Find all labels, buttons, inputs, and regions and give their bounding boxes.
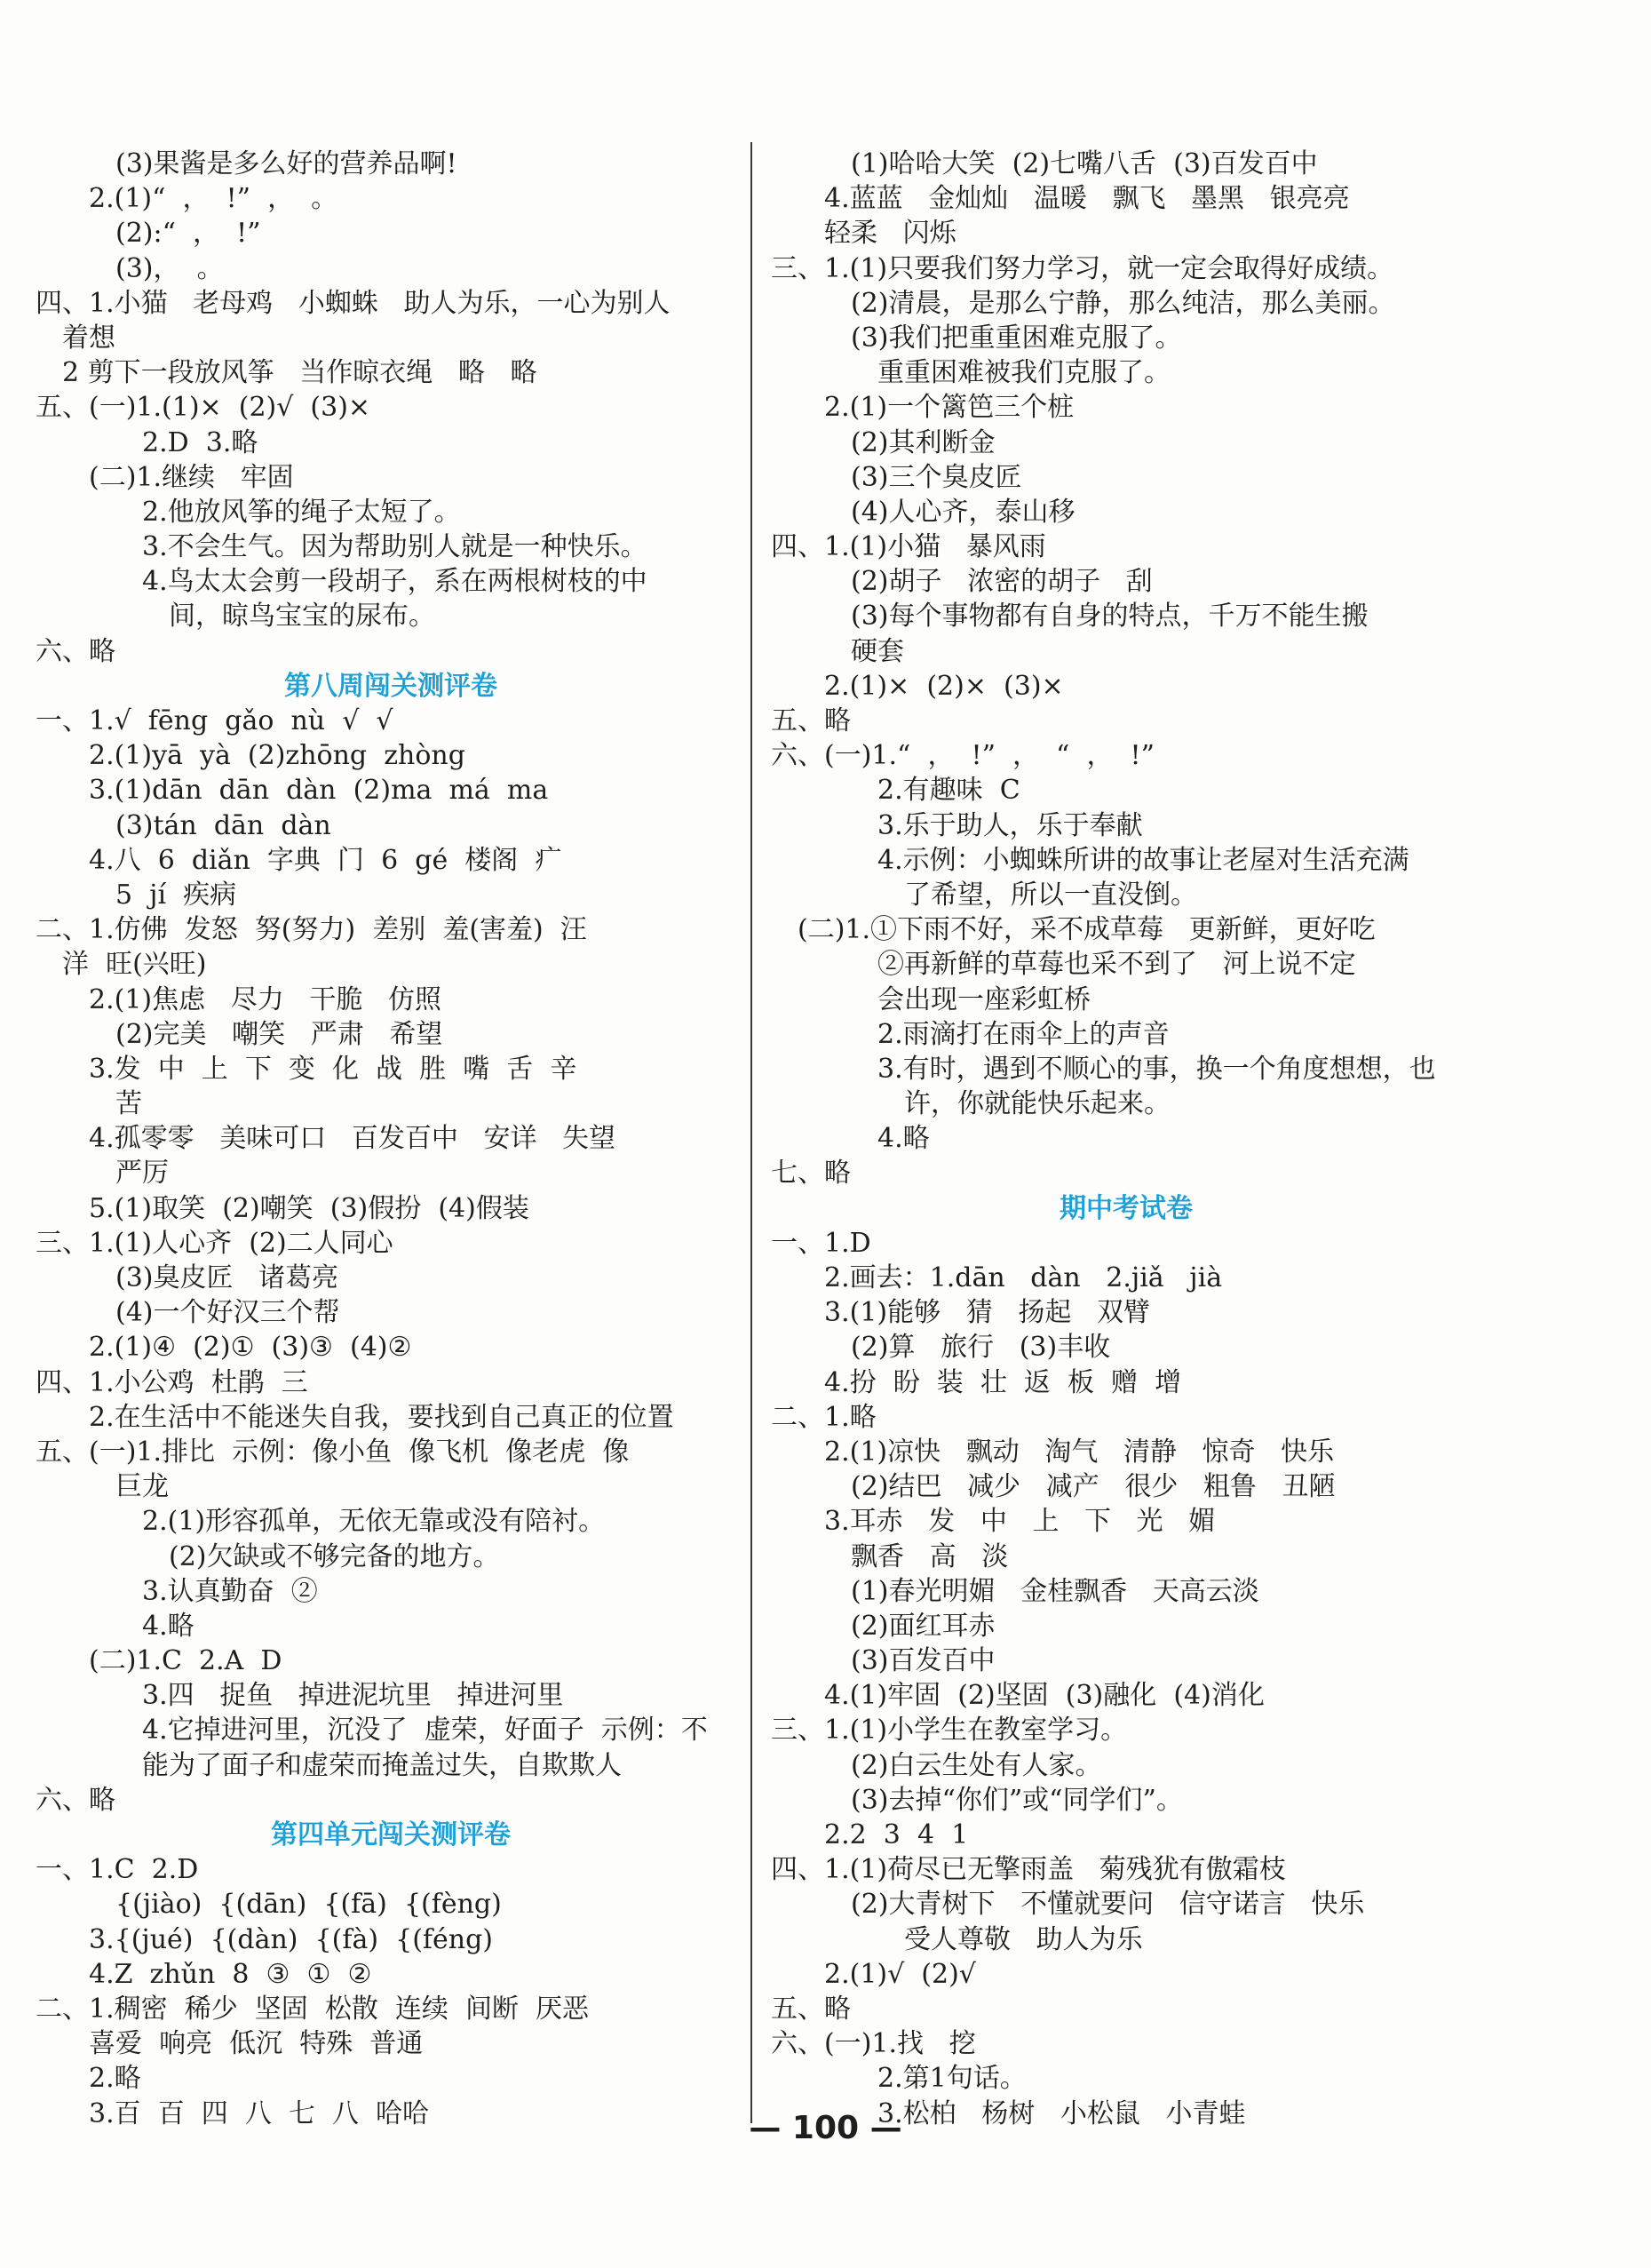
answer-line: 2.(1)④ (2)① (3)③ (4)② (89, 1332, 412, 1364)
answer-line: 2.在生活中不能迷失自我，要找到自己真正的位置 (89, 1401, 674, 1433)
left-answer-column (36, 147, 746, 2131)
column-divider (750, 142, 752, 2123)
answer-line: 巨龙 (115, 1471, 169, 1503)
answer-line: 4.扮 盼 装 壮 返 板 赠 增 (824, 1366, 1182, 1398)
answer-line: 能为了面子和虚荣而掩盖过失，自欺欺人 (142, 1749, 622, 1781)
answer-line: (3)每个事物都有自身的特点，千万不能生搬 (851, 601, 1369, 633)
answer-line: 四、1.(1)小猫 暴风雨 (771, 531, 1046, 563)
answer-line: 苦 (115, 1088, 142, 1120)
answer-line: 一、1.C 2.D (36, 1854, 199, 1886)
answer-line: 四、1.小公鸡 杜鹃 三 (36, 1366, 308, 1398)
answer-line: 3.发 中 上 下 变 化 战 胜 嘴 舌 辛 (89, 1053, 577, 1085)
answer-line: (2)完美 嘲笑 严肃 希望 (115, 1018, 443, 1050)
answer-line: 严厉 (115, 1158, 169, 1190)
answer-line: 间，晾鸟宝宝的尿布。 (169, 601, 435, 633)
answer-line: 3.百 百 四 八 七 八 哈哈 (89, 2097, 430, 2129)
answer-line: 2.D 3.略 (142, 426, 258, 458)
answer-line: 2.略 (89, 2063, 141, 2095)
answer-line: (3)， 。 (115, 252, 224, 284)
answer-line: (4)一个好汉三个帮 (115, 1297, 340, 1329)
answer-line: 三、1.(1)人心齐 (2)二人同心 (36, 1227, 393, 1259)
section-heading: 第八周闯关测评卷 (284, 670, 497, 702)
answer-line: (2)结巴 减少 减产 很少 粗鲁 丑陋 (851, 1471, 1336, 1503)
answer-line: 3.耳赤 发 中 上 下 光 媚 (824, 1506, 1216, 1538)
answer-line: (1)春光明媚 金桂飘香 天高云淡 (851, 1575, 1259, 1607)
answer-line: 4.鸟太太会剪一段胡子，系在两根树枝的中 (142, 566, 647, 598)
answer-line: (2)面红耳赤 (851, 1610, 996, 1642)
answer-line: 着想 (62, 322, 115, 354)
answer-line: 重重困难被我们克服了。 (877, 357, 1171, 389)
answer-line: (2)大青树下 不懂就要问 信守诺言 快乐 (851, 1889, 1365, 1921)
answer-line: 七、略 (771, 1158, 851, 1190)
answer-line: 喜爱 响亮 低沉 特殊 普通 (89, 2028, 424, 2060)
answer-line: 4.略 (877, 1123, 930, 1155)
answer-line: 5.(1)取笑 (2)嘲笑 (3)假扮 (4)假装 (89, 1192, 529, 1224)
answer-line: (2)清晨，是那么宁静，那么纯洁，那么美丽。 (851, 287, 1395, 319)
answer-line: 4.略 (142, 1610, 194, 1642)
answer-line: (3)三个臭皮匠 (851, 461, 1022, 493)
answer-line: 五、略 (771, 1993, 851, 2025)
answer-line: 3.四 捉鱼 掉进泥坑里 掉进河里 (142, 1680, 564, 1712)
answer-line: 四、1.小猫 老母鸡 小蜘蛛 助人为乐，一心为别人 (36, 287, 671, 319)
answer-line: 许，你就能快乐起来。 (904, 1088, 1171, 1120)
answer-line: 硬套 (851, 635, 904, 667)
answer-line: 会出现一座彩虹桥 (877, 983, 1091, 1015)
answer-line: (3)果酱是多么好的营养品啊! (115, 148, 457, 179)
answer-line: (2)胡子 浓密的胡子 刮 (851, 566, 1153, 598)
answer-line: 二、1.稠密 稀少 坚固 松散 连续 间断 厌恶 (36, 1993, 590, 2025)
answer-line: 2.(1)焦虑 尽力 干脆 仿照 (89, 983, 441, 1015)
answer-line: (2)算 旅行 (3)丰收 (851, 1332, 1111, 1364)
answer-line: (二)1.①下雨不好，采不成草莓 更新鲜，更好吃 (798, 914, 1376, 946)
answer-line: 4.(1)牢固 (2)坚固 (3)融化 (4)消化 (824, 1680, 1265, 1712)
answer-line: 3.认真勤奋 ② (142, 1575, 318, 1607)
answer-line: 一、1.D (771, 1227, 871, 1259)
answer-line: 三、1.(1)只要我们努力学习，就一定会取得好成绩。 (771, 252, 1394, 284)
answer-line: 2.有趣味 C (877, 775, 1020, 807)
answer-line: 3.(1)能够 猜 扬起 双臂 (824, 1297, 1150, 1329)
answer-line: (3)去掉“你们”或“同学们”。 (851, 1784, 1183, 1816)
right-answer-column (771, 147, 1481, 2131)
answer-line: 2.2 3 4 1 (824, 1819, 969, 1850)
answer-line: 3.不会生气。因为帮助别人就是一种快乐。 (142, 531, 647, 563)
answer-line: 2.(1)形容孤单，无依无靠或没有陪衬。 (142, 1506, 606, 1538)
answer-line: 5 jí 疾病 (115, 879, 237, 911)
answer-line: (2)白云生处有人家。 (851, 1749, 1102, 1781)
answer-line: 4.蓝蓝 金灿灿 温暖 飘飞 墨黑 银亮亮 (824, 183, 1350, 215)
answer-line: (2)欠缺或不够完备的地方。 (169, 1540, 500, 1572)
answer-line: 2.(1)yā yà (2)zhōng zhòng (89, 740, 465, 772)
answer-line: (4)人心齐，泰山移 (851, 496, 1076, 528)
answer-line: 三、1.(1)小学生在教室学习。 (771, 1715, 1128, 1747)
answer-line: 2.画去：1.dān dàn 2.jiǎ jià (824, 1262, 1223, 1293)
answer-line: 3.松柏 杨树 小松鼠 小青蛙 (877, 2097, 1246, 2129)
answer-line: 五、(一)1.(1)× (2)√ (3)× (36, 392, 371, 424)
answer-line: 五、(一)1.排比 示例：像小鱼 像飞机 像老虎 像 (36, 1436, 630, 1468)
answer-line: 2.(1)√ (2)√ (824, 1958, 976, 1990)
answer-line: 六、略 (36, 1784, 115, 1816)
answer-line: ②再新鲜的草莓也采不到了 河上说不定 (877, 949, 1356, 981)
answer-line: 2.雨滴打在雨伞上的声音 (877, 1018, 1170, 1050)
section-heading: 第四单元闯关测评卷 (271, 1819, 511, 1850)
answer-line: 2.(1)“ ， !” ， 。 (89, 183, 338, 215)
answer-line: 2.(1)凉快 飘动 淘气 清静 惊奇 快乐 (824, 1436, 1335, 1468)
answer-line: (2):“ ， !” (115, 218, 261, 250)
answer-line: 4.孤零零 美味可口 百发百中 安详 失望 (89, 1123, 616, 1155)
answer-line: 4.八 6 diǎn 字典 门 6 gé 楼阁 疒 (89, 844, 562, 876)
answer-line: (2)其利断金 (851, 426, 996, 458)
answer-line: 飘香 高 淡 (851, 1540, 1009, 1572)
answer-line: 轻柔 闪烁 (824, 218, 956, 250)
answer-line: 4.它掉进河里，沉没了 虚荣，好面子 示例：不 (142, 1715, 708, 1747)
answer-line: 四、1.(1)荷尽已无擎雨盖 菊残犹有傲霜枝 (771, 1854, 1286, 1886)
section-heading: 期中考试卷 (1060, 1192, 1193, 1224)
answer-line: 3.{(jué) {(dàn) {(fà) {(féng) (89, 1923, 493, 1955)
answer-line: 一、1.√ fēng gǎo nù √ √ (36, 705, 393, 736)
answer-line: (3)我们把重重困难克服了。 (851, 322, 1182, 354)
answer-line: 4.示例：小蜘蛛所讲的故事让老屋对生活充满 (877, 844, 1409, 876)
answer-line: (二)1.继续 牢固 (89, 461, 294, 493)
answer-line: 3.有时，遇到不顺心的事，换一个角度想想，也 (877, 1053, 1436, 1085)
answer-line: 六、(一)1.“ ， !” ， “ ， !” (771, 740, 1155, 772)
answer-line: 2.他放风筝的绳子太短了。 (142, 496, 461, 528)
page-number: — 100 — (749, 2110, 902, 2146)
answer-line: 二、1.仿佛 发怒 努(努力) 差别 羞(害羞) 汪 (36, 914, 587, 946)
answer-line: 洋 旺(兴旺) (62, 949, 207, 981)
answer-line: 2.(1)× (2)× (3)× (824, 670, 1064, 702)
answer-line: 3.乐于助人，乐于奉献 (877, 809, 1143, 841)
answer-line: 五、略 (771, 705, 851, 736)
answer-line: 3.(1)dān dān dàn (2)ma má ma (89, 775, 549, 807)
answer-line: 2 剪下一段放风筝 当作晾衣绳 略 略 (62, 357, 537, 389)
answer-line: 了希望，所以一直没倒。 (904, 879, 1197, 911)
answer-line: 二、1.略 (771, 1401, 877, 1433)
answer-line: (1)哈哈大笑 (2)七嘴八舌 (3)百发百中 (851, 148, 1318, 179)
answer-line: 2.第1句话。 (877, 2063, 1027, 2095)
answer-line: (3)百发百中 (851, 1645, 996, 1677)
answer-line: (3)臭皮匠 诸葛亮 (115, 1262, 339, 1293)
answer-line: 4.Z zhǔn 8 ③ ① ② (89, 1958, 372, 1990)
answer-line: (3)tán dān dàn (115, 809, 331, 841)
answer-line: (二)1.C 2.A D (89, 1645, 282, 1677)
answer-line: 受人尊敬 助人为乐 (904, 1923, 1143, 1955)
answer-line: 六、略 (36, 635, 115, 667)
answer-line: 六、(一)1.找 挖 (771, 2028, 976, 2060)
answer-line: 2.(1)一个篱笆三个桩 (824, 392, 1075, 424)
answer-line: {(jiào) {(dān) {(fā) {(fèng) (115, 1889, 502, 1921)
